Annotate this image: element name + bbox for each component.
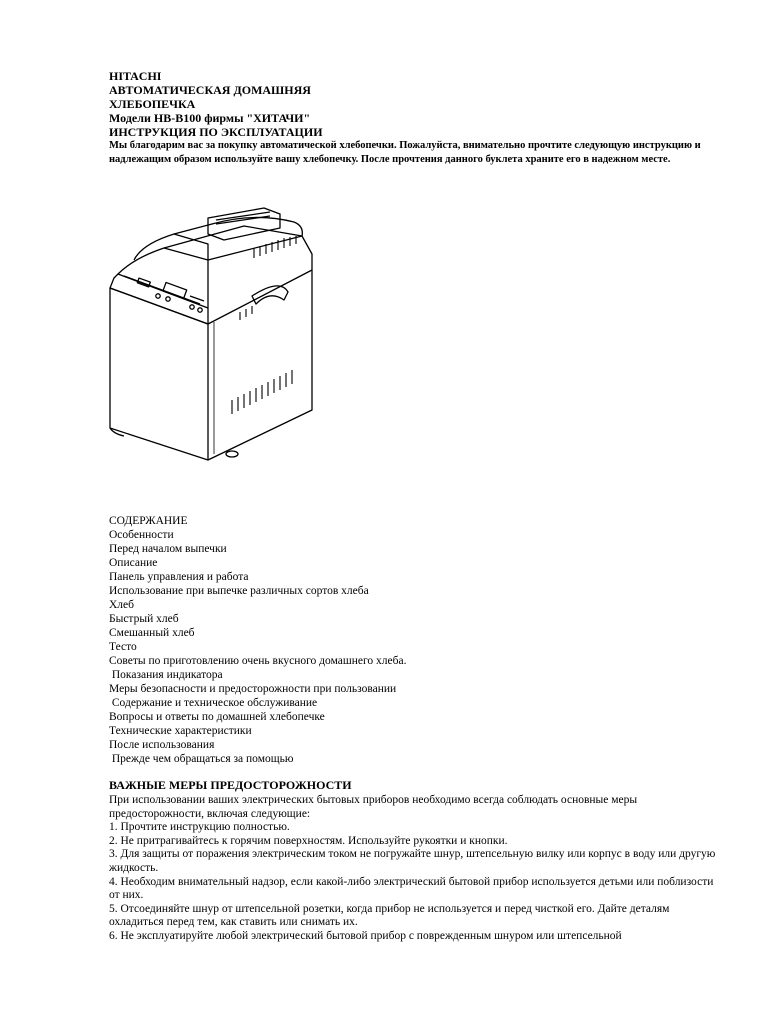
toc-item: Прежде чем обращаться за помощью [109, 753, 294, 765]
manual-title: ИНСТРУКЦИЯ ПО ЭКСПЛУАТАЦИИ [109, 125, 323, 139]
warning-item: 4. Необходим внимательный надзор, если какой-либо электрический бытовой прибор используется детьми или поблизости от них. [109, 875, 714, 902]
toc-item: Быстрый хлеб [109, 613, 179, 625]
warning-item: 3. Для защиты от поражения электрическим током не погружайте шнур, штепсельную вилку или корпус в воду или другую жидкость. [109, 848, 716, 874]
title-line-2: ХЛЕБОПЕЧКА [109, 97, 196, 111]
warning-item: 2. Не притрагивайтесь к горячим поверхностям. Используйте рукоятки и кнопки. [109, 834, 508, 847]
brand-name: HITACHI [109, 69, 162, 83]
document-header [109, 69, 709, 139]
toc-item: Меры безопасности и предосторожности при пользовании [109, 683, 397, 695]
title-line-1: АВТОМАТИЧЕСКАЯ ДОМАШНЯЯ [109, 83, 311, 97]
model-line: Модели HB-B100 фирмы "ХИТАЧИ" [109, 111, 311, 125]
table-of-contents [109, 514, 709, 766]
warnings-section [109, 794, 719, 944]
warning-item: 1. Прочтите инструкцию полностью. [109, 821, 290, 834]
toc-title: СОДЕРЖАНИЕ [109, 515, 188, 527]
toc-item: Описание [109, 557, 158, 569]
toc-item: Особенности [109, 529, 174, 541]
toc-item: Смешанный хлеб [109, 627, 195, 639]
intro-paragraph: Мы благодарим вас за покупку автоматической хлебопечки. Пожалуйста, внимательно прочтите следующую инструкцию и надлежащим образом используйте вашу хлебопечку. После прочтения данного буклета храните его в надежном месте. [109, 140, 701, 165]
toc-item: Вопросы и ответы по домашней хлебопечке [109, 711, 325, 723]
toc-item: Панель управления и работа [109, 571, 249, 583]
toc-item: Технические характеристики [109, 725, 252, 737]
toc-item: Перед началом выпечки [109, 543, 227, 555]
warning-item: 5. Отсоединяйте шнур от штепсельной розетки, когда прибор не используется и перед чисткой его. Дайте деталям охладиться перед тем, как ставить или снимать их. [109, 902, 670, 929]
warnings-heading: ВАЖНЫЕ МЕРЫ ПРЕДОСТОРОЖНОСТИ [109, 778, 352, 792]
toc-item: Содержание и техническое обслуживание [109, 697, 318, 709]
toc-item: После использования [109, 739, 215, 751]
toc-item: Тесто [109, 641, 137, 653]
toc-item: Использование при выпечке различных сортов хлеба [109, 585, 369, 597]
toc-item: Показания индикатора [109, 669, 223, 681]
toc-item: Хлеб [109, 599, 134, 611]
bread-maker-illustration [104, 204, 320, 462]
warnings-intro: При использовании ваших электрических бытовых приборов необходимо всегда соблюдать основные меры предосторожности, включая следующие: [109, 794, 638, 820]
toc-item: Советы по приготовлению очень вкусного домашнего хлеба. [109, 655, 407, 667]
warning-item: 6. Не эксплуатируйте любой электрический бытовой прибор с поврежденным шнуром или штепсельной [109, 929, 622, 942]
